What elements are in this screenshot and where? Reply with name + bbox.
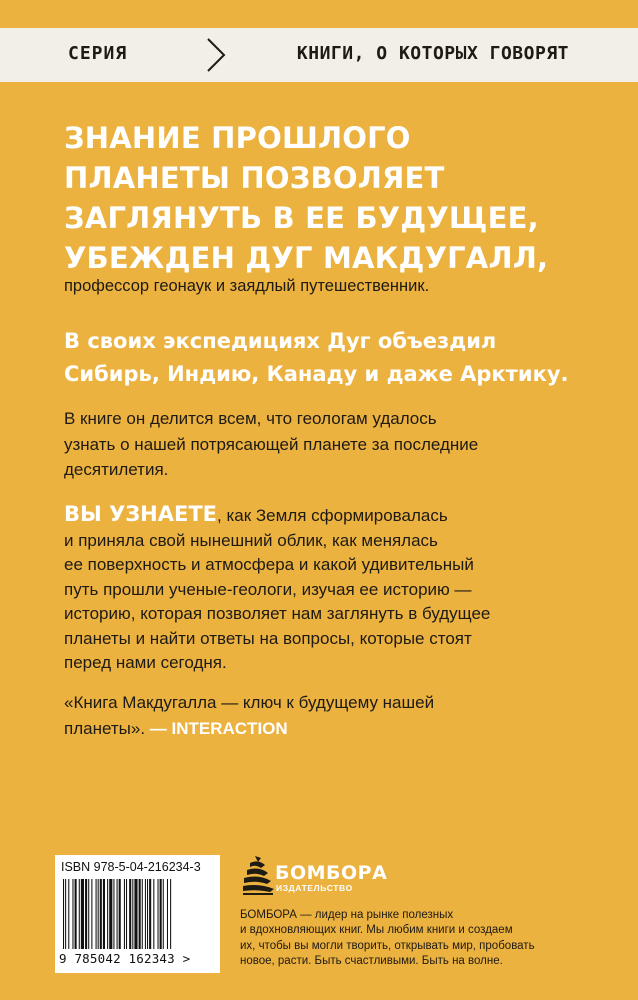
series-label: СЕРИЯ: [68, 43, 128, 64]
publisher-logo-icon: [241, 854, 275, 901]
publisher-description: [240, 908, 535, 969]
review-quote: [64, 690, 434, 741]
learn-line: перед нами сегодня.: [64, 653, 227, 672]
headline-line: ЗАГЛЯНУТЬ В ЕЕ БУДУЩЕЕ,: [64, 201, 539, 235]
author-byline: профессор геонаук и заядлый путешественник.: [64, 277, 430, 295]
isbn-text: ISBN 978-5-04-216234-3: [61, 860, 201, 874]
publisher-name: БОМБОРА: [275, 862, 388, 884]
intro-line: десятилетия.: [64, 460, 169, 479]
expeditions-line: Сибирь, Индию, Канаду и даже Арктику.: [64, 362, 569, 386]
learn-line: и приняла свой нынешний облик, как менялась: [64, 530, 438, 550]
learn-paragraph: [64, 502, 490, 676]
series-bar: [0, 28, 638, 82]
learn-line: историю, которая позволяет нам заглянуть в будущее: [64, 604, 491, 623]
barcode-digits: 9 785042 162343 >: [59, 951, 191, 966]
intro-paragraph: [64, 406, 478, 483]
barcode-box: [55, 855, 220, 973]
learn-first-line: [64, 502, 490, 529]
headline-line: ПЛАНЕТЫ ПОЗВОЛЯЕТ: [64, 161, 445, 195]
barcode-icon: [61, 879, 213, 951]
learn-first-rest: , как Земля сформировалась: [217, 506, 448, 525]
quote-source: — INTERACTION: [149, 718, 288, 738]
learn-line: планеты и найти ответы на вопросы, которые стоят: [64, 628, 472, 648]
chevron-right-icon: [205, 37, 227, 78]
series-name: КНИГИ, О КОТОРЫХ ГОВОРЯТ: [296, 43, 569, 64]
quote-line-2: [64, 716, 434, 742]
learn-line: путь прошли ученые-геологи, изучая ее историю —: [64, 579, 472, 599]
headline-line: ЗНАНИЕ ПРОШЛОГО: [64, 121, 411, 155]
publisher-desc-line: новое, расти. Быть счастливыми. Быть на волне.: [240, 954, 503, 967]
publisher-desc-line: БОМБОРА — лидер на рынке полезных: [240, 909, 454, 921]
intro-line: узнать о нашей потрясающей планете за последние: [64, 434, 479, 454]
headline: [64, 118, 548, 278]
publisher-desc-line: их, чтобы вы могли творить, открывать мир, пробовать: [240, 939, 535, 952]
expeditions-paragraph: [64, 325, 569, 391]
quote-line: «Книга Макдугалла — ключ к будущему нашей: [64, 693, 435, 712]
learn-line: ее поверхность и атмосфера и какой удивительный: [64, 555, 474, 574]
quote-text: планеты».: [64, 718, 146, 738]
publisher-sub: ИЗДАТЕЛЬСТВО: [276, 883, 353, 893]
learn-lead: ВЫ УЗНАЕТЕ: [64, 502, 218, 526]
publisher-desc-line: и вдохновляющих книг. Мы любим книги и создаем: [240, 924, 513, 937]
headline-line: УБЕЖДЕН ДУГ МАКДУГАЛЛ,: [64, 241, 549, 275]
expeditions-line: В своих экспедициях Дуг объездил: [64, 329, 497, 353]
intro-line: В книге он делится всем, что геологам удалось: [64, 409, 437, 428]
